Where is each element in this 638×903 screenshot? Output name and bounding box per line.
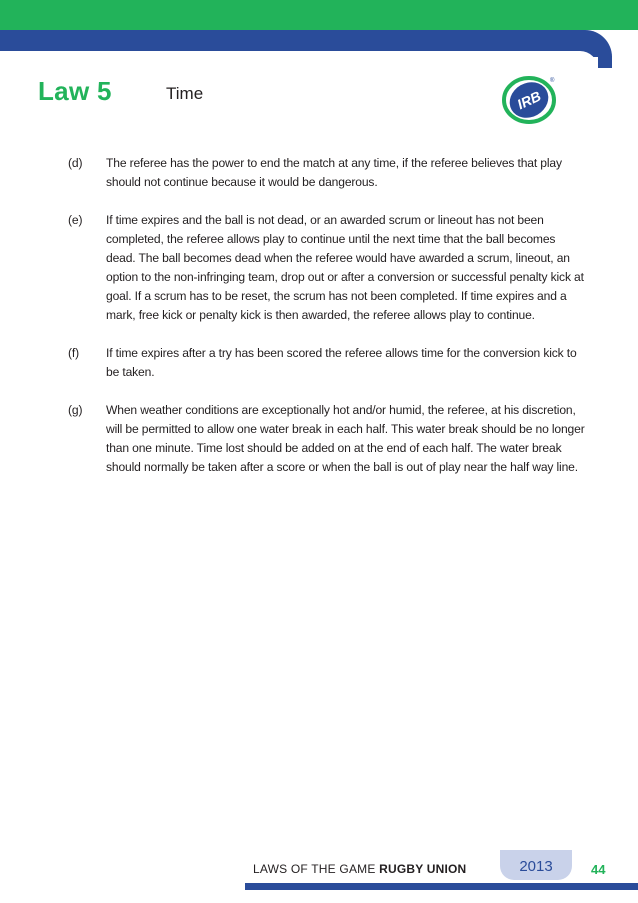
law-item-g <box>68 401 588 477</box>
item-text: If time expires and the ball is not dead, or an awarded scrum or lineout has not been completed, the referee allows play to continue until the next time that the ball becomes dead. The ball becomes dead when the referee would have awarded a scrum, lineout, an option to the non-infringing team, drop out or after a conversion or successful penalty kick at goal. If a scrum has to be reset, the scrum has not been completed. If time expires and a mark, free kick or penalty kick is then awarded, the referee allows play to continue. <box>106 213 584 322</box>
green-band <box>0 0 638 30</box>
header-bands <box>0 0 638 70</box>
blue-band-tail <box>598 56 612 68</box>
footer-blue-band <box>245 883 638 890</box>
footer-rugby-label: RUGBY UNION <box>379 862 467 876</box>
law-number: Law 5 <box>38 76 112 106</box>
item-letter: (g) <box>68 403 83 417</box>
law-title: Time <box>166 84 204 103</box>
logo-text: IRB <box>514 87 544 113</box>
irb-logo-icon <box>500 70 558 128</box>
footer-laws-label: LAWS OF THE GAME <box>253 862 380 876</box>
year-tab <box>500 850 572 880</box>
law-item-e <box>68 211 588 325</box>
page-number: 44 <box>591 862 606 877</box>
item-text: The referee has the power to end the match at any time, if the referee believes that play should not continue because it would be dangerous. <box>106 156 562 189</box>
item-letter: (e) <box>68 213 83 227</box>
header-cutout <box>0 51 598 70</box>
law-content <box>68 154 588 496</box>
footer-year: 2013 <box>519 858 553 875</box>
item-letter: (d) <box>68 156 83 170</box>
footer-title <box>253 862 466 876</box>
law-item-f <box>68 344 588 382</box>
law-item-d <box>68 154 588 192</box>
item-text: If time expires after a try has been scored the referee allows time for the conversion kick to be taken. <box>106 346 577 379</box>
item-letter: (f) <box>68 346 79 360</box>
page-footer <box>0 850 638 903</box>
logo-registered-mark: ® <box>550 78 555 84</box>
item-text: When weather conditions are exceptionally hot and/or humid, the referee, at his discretion, will be permitted to allow one water break in each half. This water break should be no longer than one minute. Time lost should be added on at the end of each half. The water break should normally be taken after a score or when the ball is out of play near the half way line. <box>106 403 585 474</box>
